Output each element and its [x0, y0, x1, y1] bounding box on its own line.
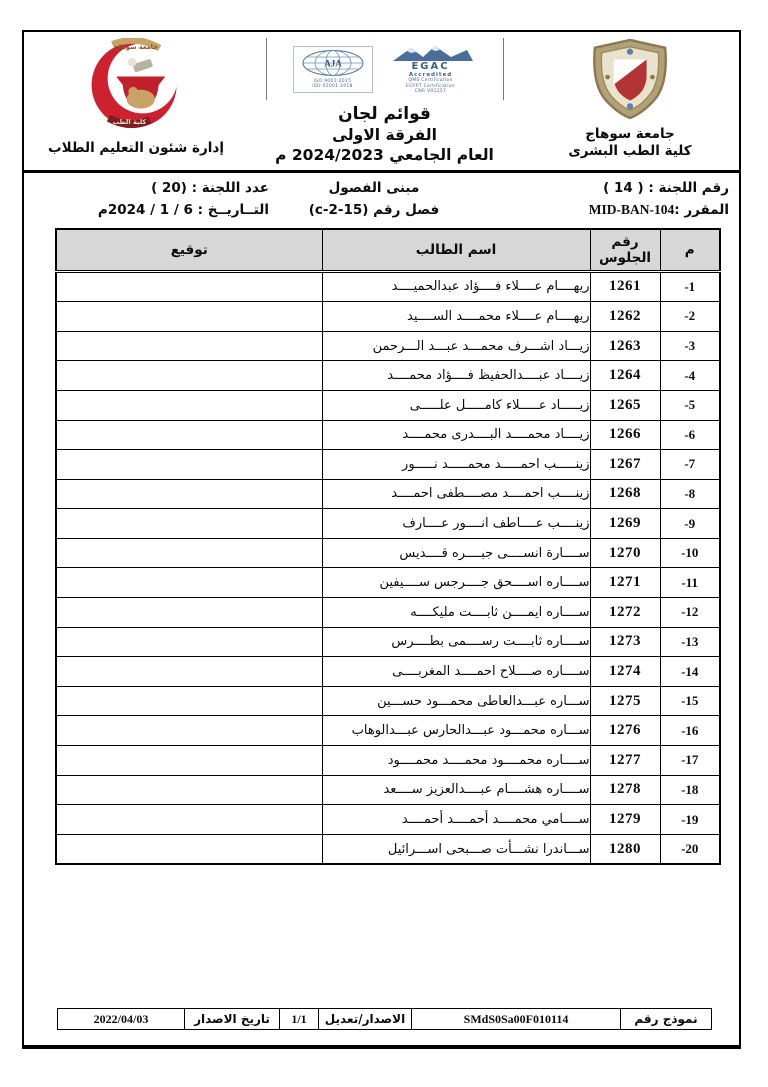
- aja-globe-icon: [300, 49, 366, 79]
- seat-number: 1280: [590, 834, 660, 864]
- seat-number: 1274: [590, 657, 660, 687]
- student-row: [56, 627, 720, 657]
- signature-cell: [56, 420, 322, 450]
- seat-number: 1277: [590, 746, 660, 776]
- student-table: [55, 228, 721, 866]
- university-shield-logo: [586, 38, 674, 120]
- faculty-name: كلية الطب البشرى: [568, 142, 692, 159]
- student-name: ســــامي محمــــد أحمــــد أحمــــد: [322, 805, 590, 835]
- row-index: -14: [660, 657, 720, 687]
- signature-cell: [56, 746, 322, 776]
- seat-number: 1268: [590, 479, 660, 509]
- course-code: MID-BAN-104: [588, 202, 675, 218]
- row-index: -8: [660, 479, 720, 509]
- signature-cell: [56, 390, 322, 420]
- grade-title: الفرقة الاولى: [332, 126, 437, 145]
- student-table-body: [56, 271, 720, 864]
- signature-cell: [56, 716, 322, 746]
- student-name: ســـاره عبـــدالعاطى محمـــود حســـين: [322, 686, 590, 716]
- student-name: ســــارة انســــى جبــــره قــــديس: [322, 538, 590, 568]
- col-header-seat: رقم الجلوس: [590, 229, 660, 272]
- academic-year-title: العام الجامعي 2024/2023 م: [275, 146, 494, 165]
- student-row: [56, 746, 720, 776]
- seat-number: 1267: [590, 450, 660, 480]
- col-header-signature: توقيع: [56, 229, 322, 272]
- student-name: ســـاندرا نشـــأت صـــبحى اســـرائيل: [322, 834, 590, 864]
- seat-number: 1270: [590, 538, 660, 568]
- student-row: [56, 450, 720, 480]
- row-index: -10: [660, 538, 720, 568]
- administration-caption: إدارة شئون التعليم الطلاب: [48, 140, 224, 156]
- student-name: ريهــــام عــــلاء فــــؤاد عبدالحميــــد: [322, 271, 590, 302]
- row-index: -3: [660, 331, 720, 361]
- row-index: -20: [660, 834, 720, 864]
- student-name: ســــاره ثابــــت رســــمى بطــــرس: [322, 627, 590, 657]
- room-number: فصل رقم (c-2-15): [308, 202, 440, 219]
- svg-text:جامعة سوهاج: جامعة سوهاج: [114, 43, 158, 52]
- student-row: [56, 568, 720, 598]
- row-index: -17: [660, 746, 720, 776]
- svg-text:كلية الطب: كلية الطب: [112, 117, 147, 126]
- svg-text:AJA: AJA: [323, 58, 342, 68]
- revision-label: الاصدار/تعديل: [319, 1009, 412, 1030]
- col-header-index: م: [660, 229, 720, 272]
- seat-number: 1279: [590, 805, 660, 835]
- signature-cell: [56, 302, 322, 332]
- egac-cert-line: QMS Certification: [408, 78, 453, 83]
- university-name: جامعة سوهاج: [585, 126, 675, 142]
- egac-logo: [385, 44, 477, 95]
- document-title: قوائم لجان: [338, 104, 431, 124]
- student-row: [56, 361, 720, 391]
- student-row: [56, 420, 720, 450]
- student-table-header: [56, 229, 720, 272]
- student-name: زينـــــب احمـــــد محمـــــد نـــــور: [322, 450, 590, 480]
- committee-count: عدد اللجنة : (20 ): [151, 180, 269, 196]
- student-row: [56, 271, 720, 302]
- student-row: [56, 479, 720, 509]
- student-row: [56, 805, 720, 835]
- university-block: [521, 38, 739, 170]
- row-index: -5: [660, 390, 720, 420]
- student-name: ســـاره محمـــود عبـــدالحارس عبـــدالوهاب: [322, 716, 590, 746]
- student-row: [56, 716, 720, 746]
- seat-number: 1264: [590, 361, 660, 391]
- row-index: -4: [660, 361, 720, 391]
- seat-number: 1273: [590, 627, 660, 657]
- student-name: ســــاره هشــــام عبــــدالعزيز ســــعد: [322, 775, 590, 805]
- student-row: [56, 686, 720, 716]
- signature-cell: [56, 657, 322, 687]
- seat-number: 1262: [590, 302, 660, 332]
- seat-number: 1276: [590, 716, 660, 746]
- page-frame: [22, 30, 741, 1049]
- student-name: زيــــاد عبــــدالحفيظ فــــؤاد محمــــد: [322, 361, 590, 391]
- seat-number: 1278: [590, 775, 660, 805]
- signature-cell: [56, 775, 322, 805]
- administration-block: [24, 38, 248, 170]
- row-index: -19: [660, 805, 720, 835]
- student-row: [56, 331, 720, 361]
- student-row: [56, 834, 720, 864]
- seat-number: 1275: [590, 686, 660, 716]
- course-code-line: [479, 199, 729, 221]
- student-name: ســــاره اســــحق جــــرجس ســــيفين: [322, 568, 590, 598]
- seat-number: 1271: [590, 568, 660, 598]
- row-index: -18: [660, 775, 720, 805]
- row-index: -13: [660, 627, 720, 657]
- row-index: -7: [660, 450, 720, 480]
- seat-number: 1266: [590, 420, 660, 450]
- row-index: -9: [660, 509, 720, 539]
- seat-number: 1263: [590, 331, 660, 361]
- student-row: [56, 657, 720, 687]
- signature-cell: [56, 538, 322, 568]
- signature-cell: [56, 834, 322, 864]
- student-name: زينــــب احمــــد مصــــطفى احمــــد: [322, 479, 590, 509]
- committee-number: رقم اللجنة : ( 14 ): [603, 180, 729, 196]
- building-name: مبنى الفصول: [328, 180, 420, 196]
- student-row: [56, 775, 720, 805]
- course-label: المقرر :: [674, 202, 729, 219]
- student-row: [56, 390, 720, 420]
- seat-number: 1269: [590, 509, 660, 539]
- student-name: زيــــاد محمــــد البــــدرى محمــــد: [322, 420, 590, 450]
- student-row: [56, 538, 720, 568]
- signature-cell: [56, 568, 322, 598]
- issue-date-label: تاريخ الاصدار: [185, 1009, 280, 1030]
- seat-number: 1272: [590, 598, 660, 628]
- student-row: [56, 598, 720, 628]
- seat-number: 1265: [590, 390, 660, 420]
- signature-cell: [56, 450, 322, 480]
- student-name: زينــــب عــــاطف انــــور عــــارف: [322, 509, 590, 539]
- form-number-label: نموذج رقم: [621, 1009, 712, 1030]
- row-index: -2: [660, 302, 720, 332]
- row-index: -15: [660, 686, 720, 716]
- form-footer: [57, 1008, 712, 1030]
- accreditation-box: [266, 38, 504, 100]
- form-number-value: SMdS0Sa00F010114: [412, 1009, 621, 1030]
- signature-cell: [56, 331, 322, 361]
- row-index: -1: [660, 271, 720, 302]
- row-index: -16: [660, 716, 720, 746]
- row-index: -6: [660, 420, 720, 450]
- signature-cell: [56, 686, 322, 716]
- student-name: ســــاره ايمــــن ثابــــت مليكــــه: [322, 598, 590, 628]
- document-header: [24, 32, 739, 170]
- signature-cell: [56, 479, 322, 509]
- row-index: -12: [660, 598, 720, 628]
- seat-number: 1261: [590, 271, 660, 302]
- student-name: ســــاره محمــــود محمــــد محمــــود: [322, 746, 590, 776]
- student-row: [56, 509, 720, 539]
- exam-date: التــاريــخ : 6 / 1 / 2024م: [97, 202, 269, 219]
- signature-cell: [56, 361, 322, 391]
- student-name: ريهــــام عــــلاء محمــــد الســــيد: [322, 302, 590, 332]
- title-block: [248, 38, 521, 170]
- egac-name: EGAC: [411, 60, 450, 72]
- medical-crescent-logo: [84, 38, 188, 132]
- revision-value: 1/1: [280, 1009, 319, 1030]
- aja-logo: [293, 46, 373, 93]
- egac-mountains-icon: [385, 44, 477, 62]
- signature-cell: [56, 598, 322, 628]
- signature-cell: [56, 271, 322, 302]
- col-header-name: اسم الطالب: [322, 229, 590, 272]
- aja-cert-line: ISO 45001:2018: [312, 84, 353, 89]
- student-name: زيـــاد اشـــرف محمـــد عبـــد الـــرحمن: [322, 331, 590, 361]
- student-name: زيـــــاد عـــــلاء كامـــــل علـــــى: [322, 390, 590, 420]
- student-name: ســــاره صــــلاح احمــــد المغربــــى: [322, 657, 590, 687]
- row-index: -11: [660, 568, 720, 598]
- signature-cell: [56, 805, 322, 835]
- issue-date-value: 2022/04/03: [58, 1009, 185, 1030]
- student-row: [56, 302, 720, 332]
- egac-cert-line: CNR V01257: [414, 89, 447, 94]
- signature-cell: [56, 509, 322, 539]
- egac-cert-line: EGYPT Certification: [406, 83, 455, 89]
- egac-subtitle: Accredited: [408, 71, 453, 78]
- committee-info: [24, 173, 739, 224]
- aja-cert-line: ISO 9001:2015: [313, 78, 352, 84]
- signature-cell: [56, 627, 322, 657]
